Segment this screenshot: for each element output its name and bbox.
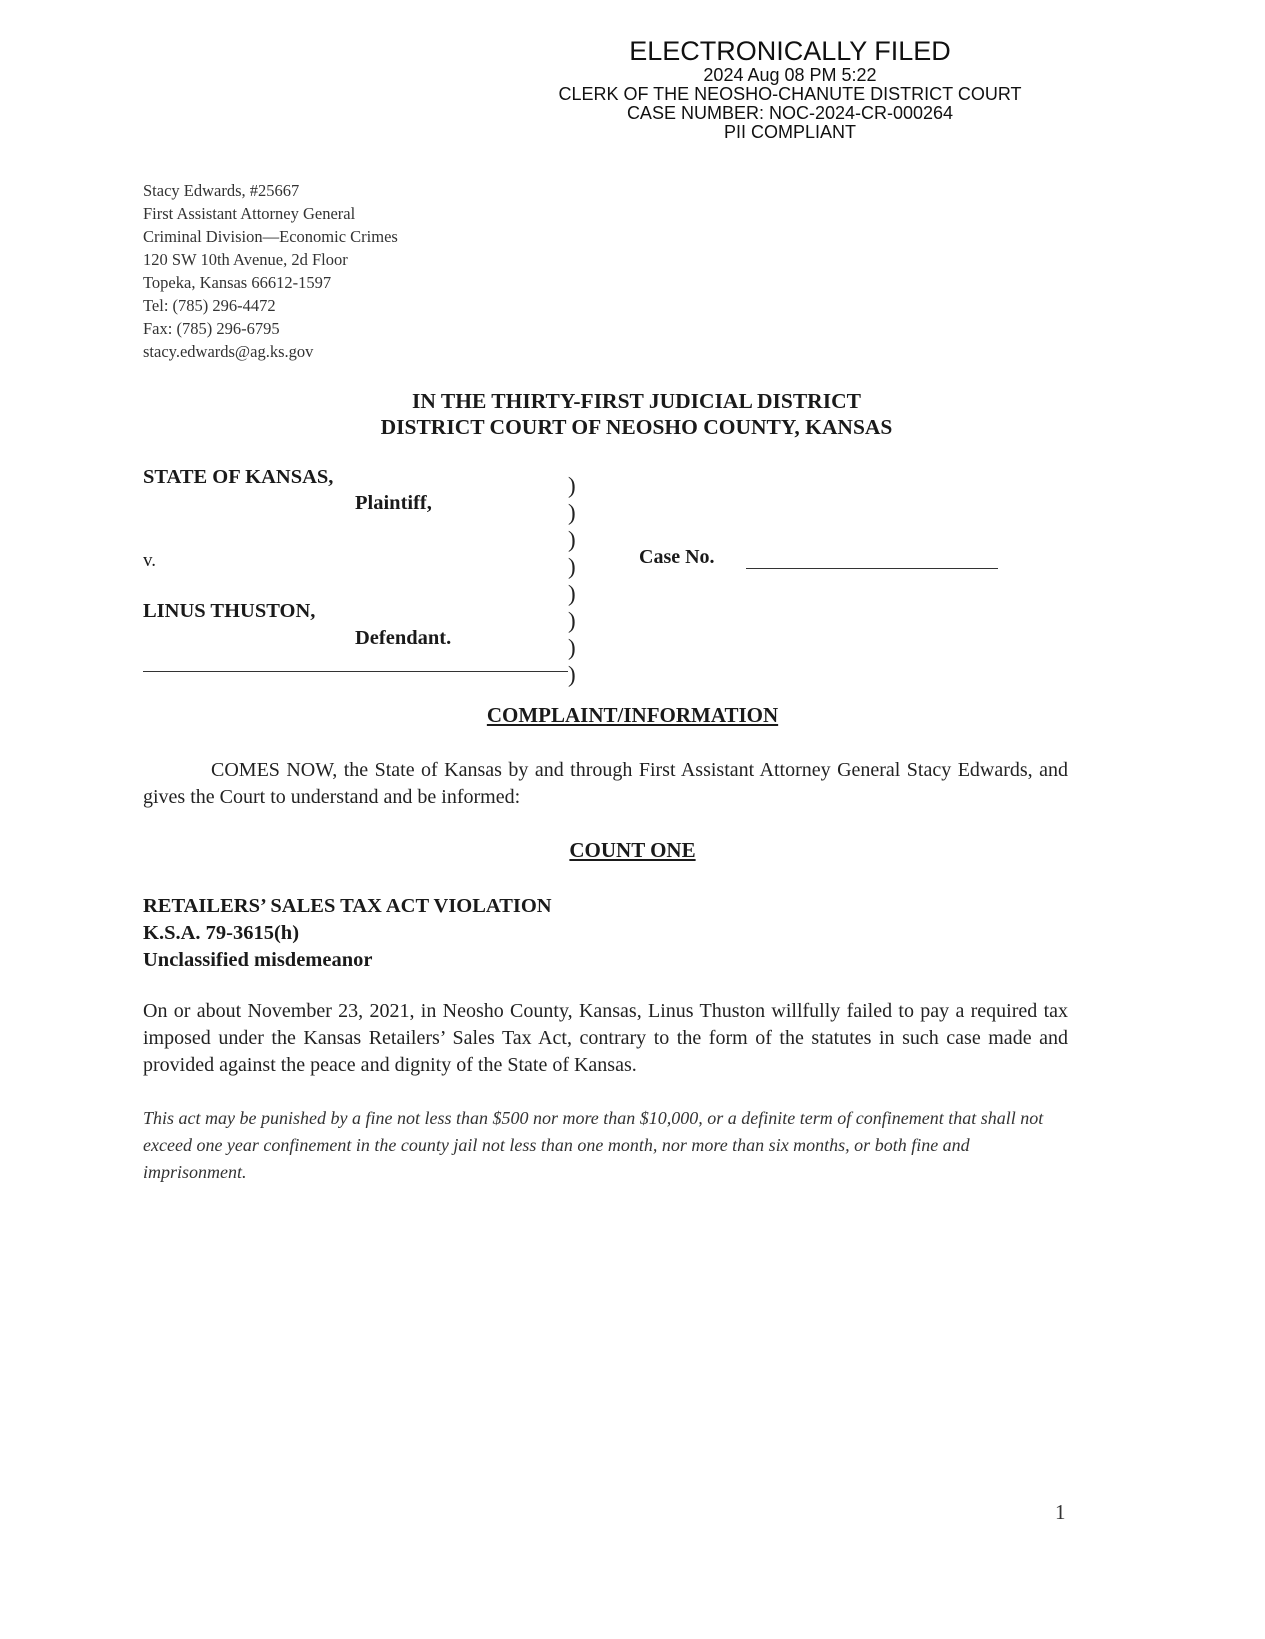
stamp-datetime: 2024 Aug 08 PM 5:22 (703, 65, 877, 85)
paren: ) (568, 635, 576, 660)
attorney-tel: Tel: (785) 296-4472 (143, 296, 276, 315)
plaintiff-name: STATE OF KANSAS, (143, 466, 334, 488)
case-caption (143, 466, 1043, 702)
stamp-compliance: PII COMPLIANT (723, 122, 857, 142)
paren: ) (568, 581, 576, 606)
stamp-case-number: CASE NUMBER: NOC-2024-CR-000264 (626, 103, 954, 123)
attorney-address-line2: Topeka, Kansas 66612-1597 (143, 273, 332, 292)
versus: v. (143, 550, 157, 571)
case-no-label: Case No. (639, 546, 715, 568)
paren: ) (568, 554, 576, 579)
penalty-statement: This act may be punished by a fine not less than $500 nor more than $10,000, or a definite term of confinement that shall not exceed one year confinement in the county jail not less than one month, nor more than six months, or both fine and imprisonment. (143, 1108, 1044, 1182)
defendant-name: LINUS THUSTON, (143, 600, 316, 622)
stamp-clerk: CLERK OF THE NEOSHO-CHANUTE DISTRICT COURT (558, 84, 1022, 104)
count-details (143, 893, 552, 974)
count-heading: COUNT ONE (569, 838, 696, 862)
attorney-division: Criminal Division—Economic Crimes (143, 227, 398, 246)
attorney-email: stacy.edwards@ag.ks.gov (143, 342, 314, 361)
page-number: 1 (1055, 1500, 1066, 1524)
court-line1: IN THE THIRTY-FIRST JUDICIAL DISTRICT (412, 389, 861, 413)
attorney-block (143, 179, 398, 363)
caption-parentheses (568, 472, 582, 688)
paren: ) (568, 662, 576, 687)
paren: ) (568, 473, 576, 498)
intro-paragraph: COMES NOW, the State of Kansas by and through First Assistant Attorney General Stacy Edwards, and gives the Court to understand and be informed: (143, 759, 1068, 808)
plaintiff-label: Plaintiff, (355, 492, 432, 514)
court-heading (0, 388, 1265, 440)
caption-signature-line (143, 671, 568, 672)
paren: ) (568, 527, 576, 552)
attorney-fax: Fax: (785) 296-6795 (143, 319, 280, 338)
stamp-title: ELECTRONICALLY FILED (629, 36, 951, 66)
filing-stamp (520, 38, 1060, 141)
paren: ) (568, 500, 576, 525)
count-description: On or about November 23, 2021, in Neosho County, Kansas, Linus Thuston willfully failed to pay a required tax imposed under the Kansas Retailers’ Sales Tax Act, contrary to the form of the statutes in such case made and provided against the peace and dignity of the State of Kansas. (143, 1000, 1068, 1076)
court-line2: DISTRICT COURT OF NEOSHO COUNTY, KANSAS (380, 415, 893, 439)
case-no-blank (746, 568, 998, 569)
attorney-name: Stacy Edwards, #25667 (143, 181, 300, 200)
statute: K.S.A. 79-3615(h) (143, 922, 300, 944)
classification: Unclassified misdemeanor (143, 949, 373, 971)
paren: ) (568, 608, 576, 633)
offense-name: RETAILERS’ SALES TAX ACT VIOLATION (143, 895, 552, 917)
attorney-title: First Assistant Attorney General (143, 204, 356, 223)
document-title: COMPLAINT/INFORMATION (486, 703, 779, 727)
attorney-address-line1: 120 SW 10th Avenue, 2d Floor (143, 250, 348, 269)
defendant-label: Defendant. (355, 627, 452, 649)
